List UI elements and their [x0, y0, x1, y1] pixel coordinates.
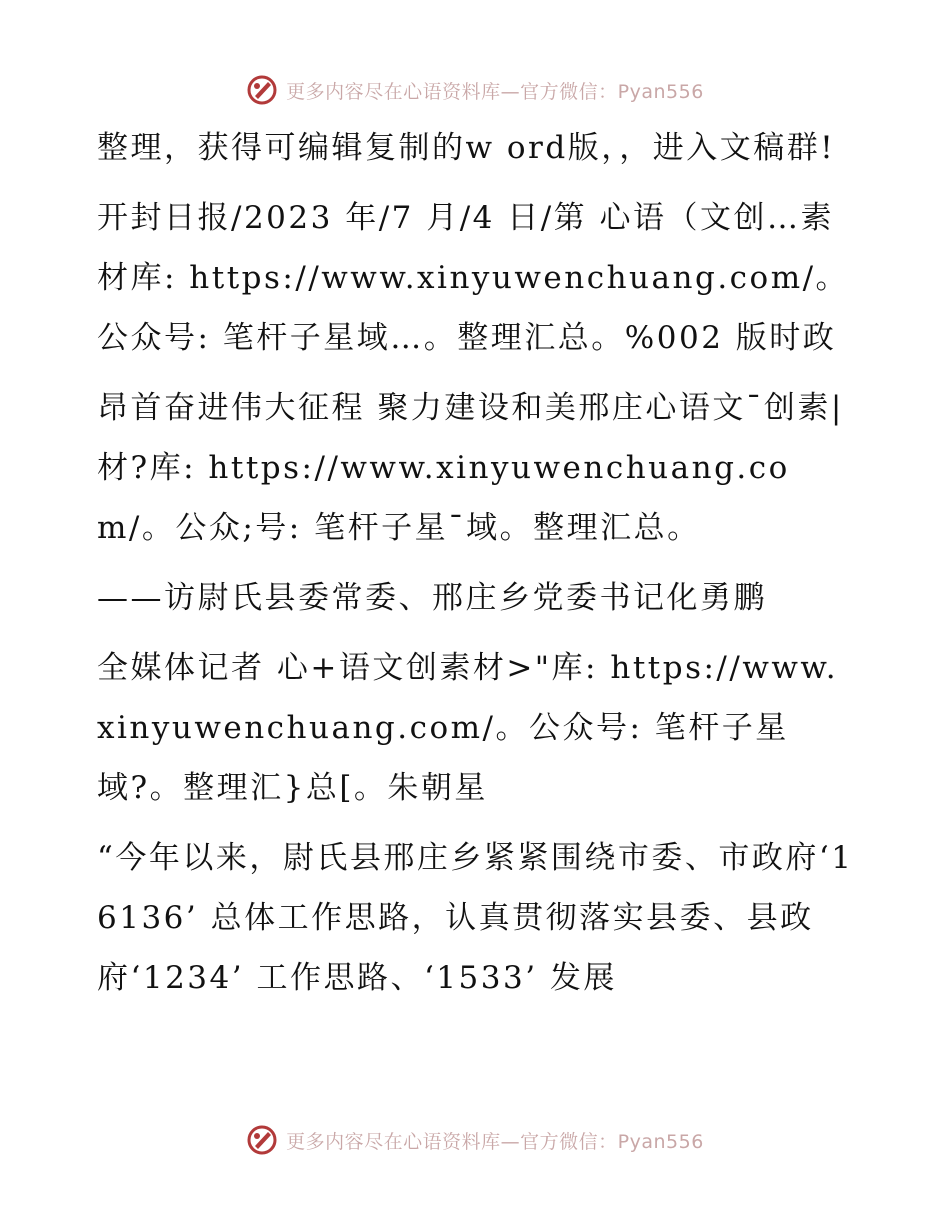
paragraph-2: 开封日报/2023 年/7 月/4 日/第 心语（文创…素材库: https://www.xinyuwenchuang.com/。公众号: 笔杆子星域…。整理汇总。%002 版时政: [97, 200, 850, 356]
paragraph-4: ——访尉氏县委常委、邢庄乡党委书记化勇鹏: [97, 580, 767, 616]
paragraph-6: “今年以来，尉氏县邢庄乡紧紧围绕市委、市政府‘16136’ 总体工作思路，认真贯彻落实县委、县政府‘1234’ 工作思路、‘1533’ 发展: [97, 840, 854, 996]
brand-logo-icon: [246, 1124, 278, 1156]
paragraph-5: 全媒体记者 心+语文创素材>"库: https://www.xinyuwenchuang.com/。公众号: 笔杆子星域?。整理汇}总[。朱朝星: [97, 650, 839, 806]
watermark-banner-top: [0, 70, 950, 110]
watermark-banner-bottom: [0, 1120, 950, 1160]
paragraph-1: 整理，获得可编辑复制的w ord版，，进入文稿群!: [97, 130, 836, 166]
brand-logo-icon: [246, 74, 278, 106]
watermark-text: 更多内容尽在心语资料库—官方微信：Pyan556: [286, 1130, 704, 1153]
paragraph-3: 昂首奋进伟大征程 聚力建设和美邢庄心语文¯创素|材?库: https://www.xinyuwenchuang.com/。公众;号: 笔杆子星¯域。整理汇总。: [97, 390, 844, 546]
document-body: [97, 118, 857, 1008]
watermark-text: 更多内容尽在心语资料库—官方微信：Pyan556: [286, 80, 704, 103]
